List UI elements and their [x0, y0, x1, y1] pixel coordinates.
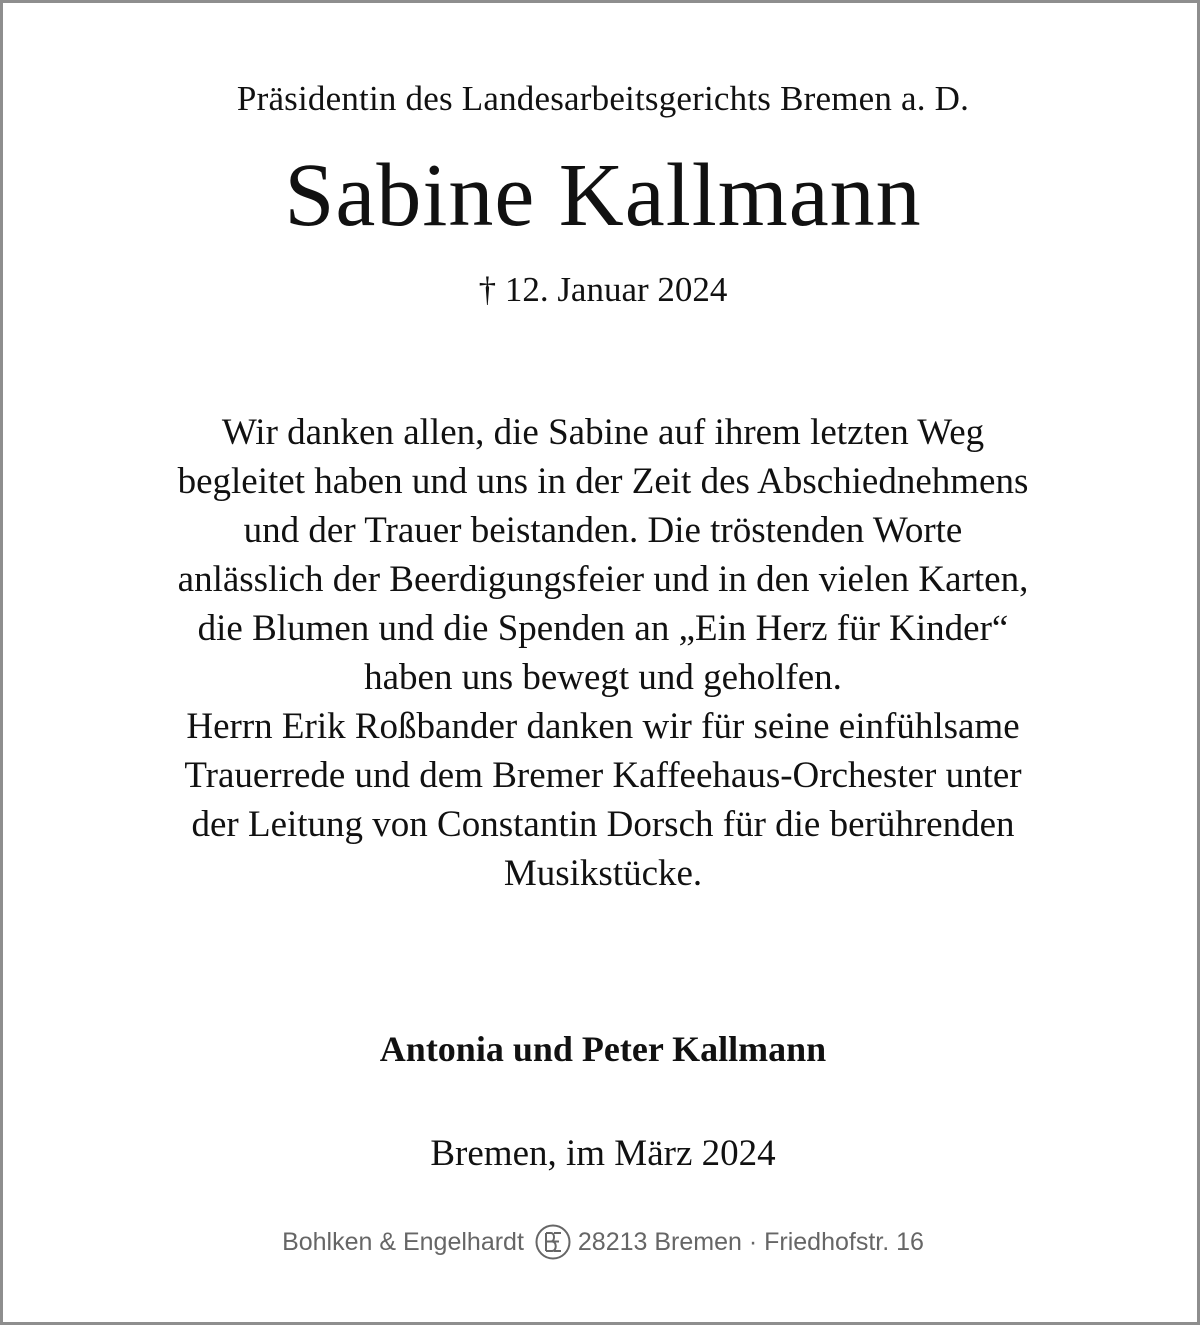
be-monogram-icon	[534, 1223, 572, 1261]
message-line: anlässlich der Beerdigungsfeier und in den vielen Karten,	[177, 559, 1029, 600]
message-line: begleitet haben und uns in der Zeit des Abschiednehmens	[177, 461, 1029, 502]
thank-you-message	[3, 408, 1200, 898]
place-and-date: Bremen, im März 2024	[430, 1133, 776, 1174]
deceased-name: Sabine Kallmann	[284, 146, 922, 245]
message-line: haben uns bewegt und geholfen.	[364, 657, 842, 698]
message-line: Trauerrede und dem Bremer Kaffeehaus-Orchester unter	[184, 755, 1022, 796]
deceased-title: Präsidentin des Landesarbeitsgerichts Bremen a. D.	[236, 79, 970, 118]
message-line: die Blumen und die Spenden an „Ein Herz für Kinder“	[197, 608, 1009, 649]
message-line: Wir danken allen, die Sabine auf ihrem letzten Weg	[221, 412, 985, 453]
funeral-home-footer	[3, 1221, 1200, 1263]
funeral-home-name: Bohlken & Engelhardt	[282, 1227, 524, 1256]
message-line: Herrn Erik Roßbander danken wir für seine einfühlsame	[186, 706, 1020, 747]
message-line: und der Trauer beistanden. Die tröstenden Worte	[243, 510, 963, 551]
funeral-home-address: 28213 Bremen · Friedhofstr. 16	[577, 1227, 924, 1256]
message-line: der Leitung von Constantin Dorsch für die berührenden	[191, 804, 1015, 845]
death-date: † 12. Januar 2024	[478, 270, 728, 309]
signers: Antonia und Peter Kallmann	[379, 1029, 827, 1069]
message-line: Musikstücke.	[503, 853, 703, 894]
